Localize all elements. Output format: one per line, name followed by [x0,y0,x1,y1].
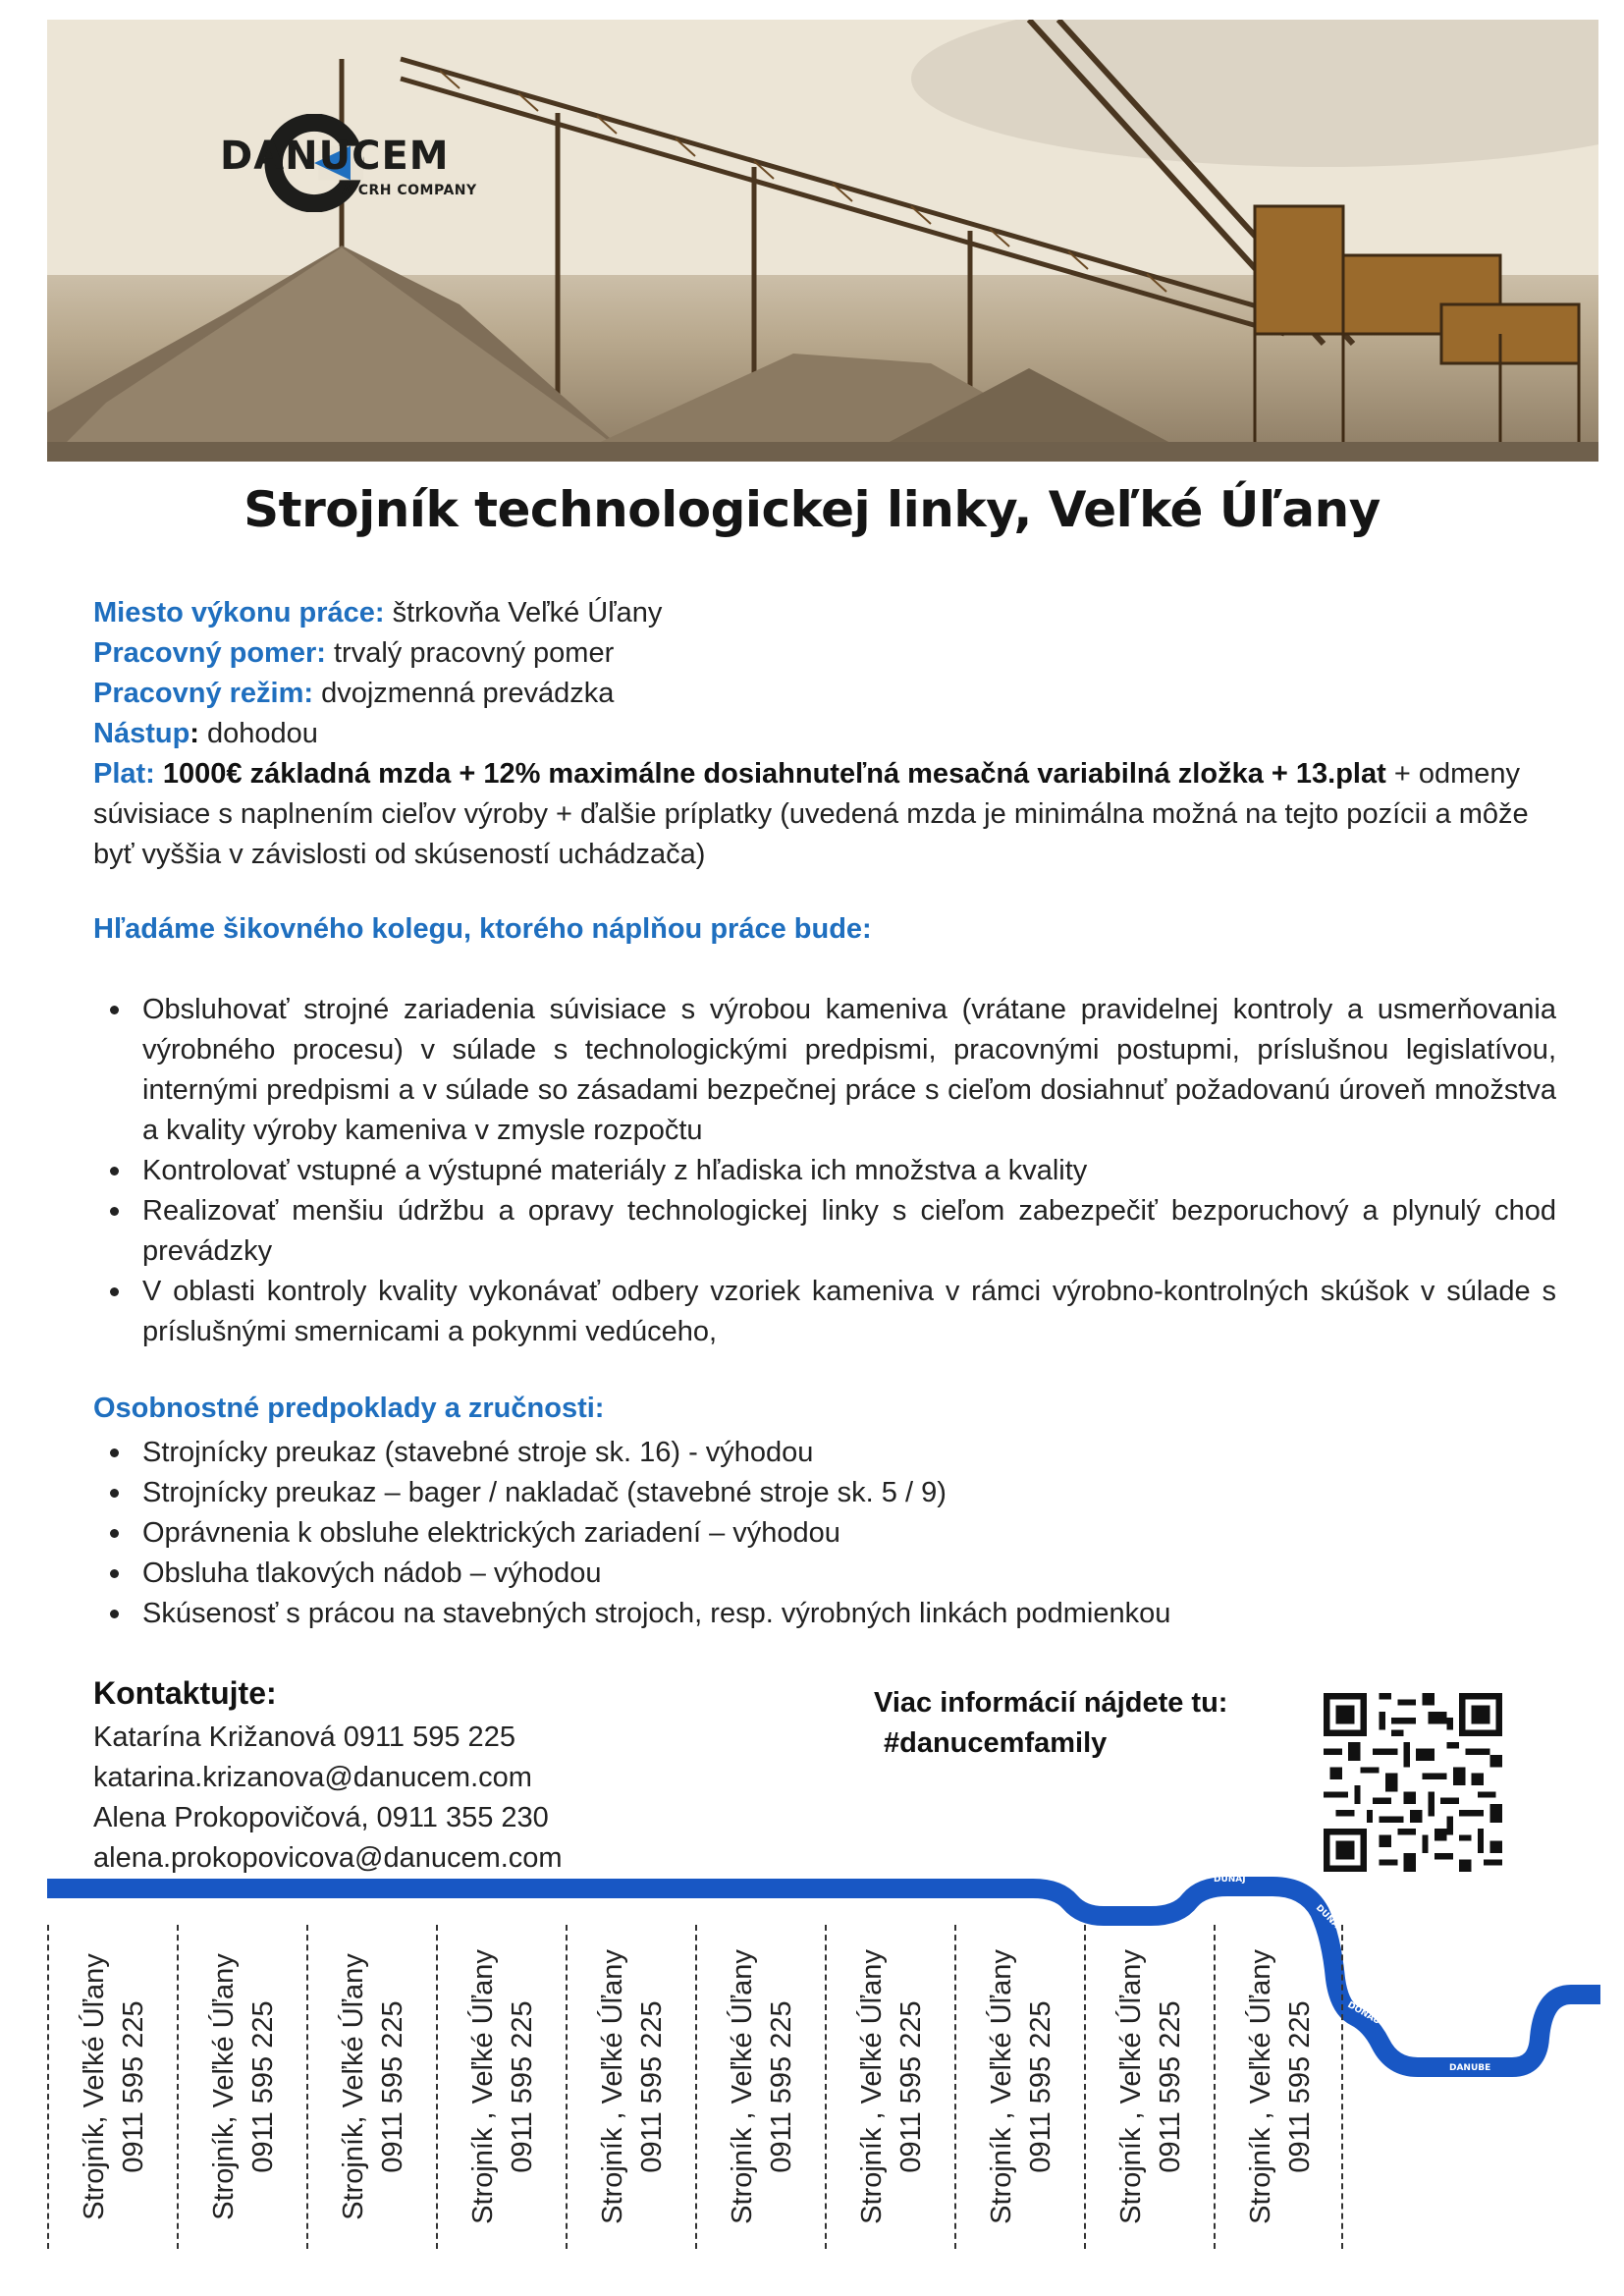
tear-off-strip[interactable] [436,1925,566,2249]
tear-off-strip[interactable] [825,1925,954,2249]
river-label: DONAU [1345,1999,1382,2027]
strip-title: Strojník, Veľké Úľany [79,1953,110,2220]
danucem-logo [118,114,511,212]
detail-start-label: Nástup [93,718,190,749]
strip-phone: 0911 595 225 [1155,2000,1186,2173]
tear-off-strip[interactable] [306,1925,436,2249]
detail-start-colon: : [189,718,199,749]
detail-place-label: Miesto výkonu práce: [93,597,385,629]
brand-name: DANUCEM [220,134,450,179]
hero-image [47,20,1598,462]
strip-title: Strojník , Veľké Úľany [597,1949,628,2224]
duties-list [93,990,1556,1352]
contact-email-link[interactable]: katarina.krizanova@danucem.com [93,1762,532,1793]
more-info [874,1683,1227,1764]
requirement-item: Skúsenosť s prácou na stavebných strojoch, resp. výrobných linkách podmienkou [93,1594,1556,1634]
tear-off-strips [47,1925,1343,2249]
strip-phone: 0911 595 225 [1025,2000,1056,2173]
detail-mode [93,674,1556,714]
strip-phone: 0911 595 225 [377,2000,408,2173]
strip-phone: 0911 595 225 [247,2000,279,2173]
requirement-item: Strojnícky preukaz (stavebné stroje sk. 16) - výhodou [93,1433,1556,1473]
contact-block [93,1673,563,1879]
tear-off-strip[interactable] [47,1925,177,2249]
contact-line: Katarína Križanová 0911 595 225 [93,1722,515,1753]
strip-phone: 0911 595 225 [895,2000,927,2173]
detail-salary-bold: 1000€ základná mzda + 12% maximálne dosiahnuteľná mesačná variabilná zložka + 13.plat [154,758,1386,790]
requirement-item: Oprávnenia k obsluhe elektrických zariadení – výhodou [93,1513,1556,1554]
strip-title: Strojník, Veľké Úľany [208,1953,240,2220]
strip-title: Strojník , Veľké Úľany [727,1949,758,2224]
tear-off-strip[interactable] [1084,1925,1214,2249]
detail-start-value: dohodou [198,718,318,749]
duty-item: Kontrolovať vstupné a výstupné materiály z hľadiska ich množstva a kvality [93,1151,1556,1191]
detail-salary-rest: + odmeny súvisiace s naplnením cieľov výroby + ďalšie príplatky (uvedená mzda je minimálna možná na tejto pozícii a môže byť vyššia v závislosti od skúseností uchádzača) [93,758,1529,870]
duty-item: Obsluhovať strojné zariadenia súvisiace s výrobou kameniva (vrátane pravidelnej kontroly a usmerňovania výrobného procesu) v súlade s technologickými predpismi, pracovnými postupmi, príslušnou legislatívou, internými predpismi a v súlade so zásadami bezpečnej práce s cieľom dosiahnuť požadovanú úroveň množstva a kvality výroby kameniva v zmysle rozpočtu [93,990,1556,1151]
contact-heading: Kontaktujte: [93,1675,277,1711]
strip-phone: 0911 595 225 [636,2000,668,2173]
strip-title: Strojník , Veľké Úľany [986,1949,1017,2224]
tear-off-strip[interactable] [695,1925,825,2249]
duties-heading: Hľadáme šikovného kolegu, ktorého náplňou práce bude: [93,913,872,945]
strip-phone: 0911 595 225 [507,2000,538,2173]
job-details [93,593,1556,875]
contact-line: Alena Prokopovičová, 0911 355 230 [93,1802,549,1833]
contact-email-link[interactable]: alena.prokopovicova@danucem.com [93,1842,563,1874]
requirement-item: Obsluha tlakových nádob – výhodou [93,1554,1556,1594]
strip-phone: 0911 595 225 [118,2000,149,2173]
tear-off-strip[interactable] [566,1925,695,2249]
detail-salary-label: Plat: [93,758,155,790]
requirements-list [93,1433,1556,1634]
detail-start [93,714,1556,754]
detail-place [93,593,1556,633]
duty-item: Realizovať menšiu údržbu a opravy technologickej linky s cieľom zabezpečiť bezporuchový a plynulý chod prevádzky [93,1191,1556,1272]
tear-off-strip[interactable] [954,1925,1084,2249]
detail-employment-label: Pracovný pomer: [93,637,326,669]
strip-phone: 0911 595 225 [766,2000,797,2173]
strip-title: Strojník , Veľké Úľany [467,1949,499,2224]
requirement-item: Strojnícky preukaz – bager / nakladač (stavebné stroje sk. 5 / 9) [93,1473,1556,1513]
strip-title: Strojník , Veľké Úľany [1245,1949,1276,2224]
strip-title: Strojník , Veľké Úľany [1115,1949,1147,2224]
hashtag: #danucemfamily [884,1727,1108,1759]
strip-title: Strojník , Veľké Úľany [856,1949,888,2224]
detail-salary [93,754,1556,875]
detail-employment [93,633,1556,674]
detail-mode-value: dvojzmenná prevádzka [313,678,615,709]
requirements-heading: Osobnostné predpoklady a zručnosti: [93,1393,605,1424]
river-label: DUNAJ [1214,1875,1246,1885]
river-label: DANUBE [1449,2063,1491,2073]
job-title: Strojník technologickej linky, Veľké Úľany [244,481,1380,538]
qr-code-icon[interactable] [1324,1693,1502,1872]
quarry-illustration [47,20,1598,462]
detail-place-value: štrkovňa Veľké Úľany [384,597,663,629]
detail-employment-value: trvalý pracovný pomer [325,637,615,669]
duty-item: V oblasti kontroly kvality vykonávať odbery vzoriek kameniva v rámci výrobno-kontrolných skúšok v súlade s príslušnými smernicami a pokynmi vedúceho, [93,1272,1556,1352]
river-label: DUNA [1313,1903,1341,1931]
detail-mode-label: Pracovný režim: [93,678,314,709]
strip-title: Strojník, Veľké Úľany [338,1953,369,2220]
more-info-label: Viac informácií nájdete tu: [874,1687,1228,1719]
brand-tagline: A CRH COMPANY [342,183,477,198]
tear-off-strip[interactable] [1214,1925,1343,2249]
tear-off-strip[interactable] [177,1925,306,2249]
strip-phone: 0911 595 225 [1284,2000,1316,2173]
